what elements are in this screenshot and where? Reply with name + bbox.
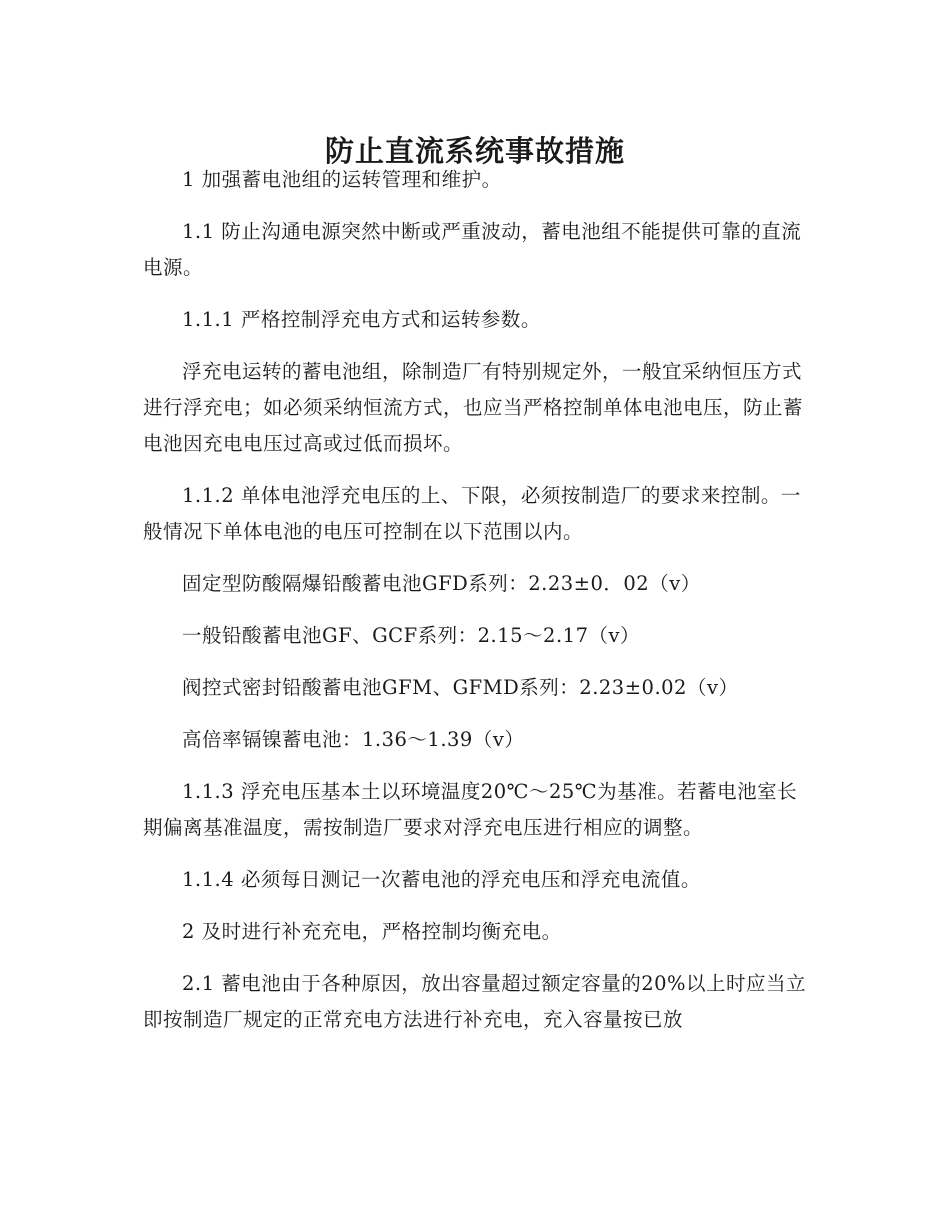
paragraph-1-1-1: 1.1.1 严格控制浮充电方式和运转参数。 xyxy=(182,308,541,331)
document-body xyxy=(143,162,807,1054)
document-title: 防止直流系统事故措施 xyxy=(324,134,625,169)
paragraph-1-1-4: 1.1.4 必须每日测记一次蓄电池的浮充电压和浮充电流值。 xyxy=(182,868,701,891)
spec-nicd: 高倍率镉镍蓄电池：1.36～1.39（v） xyxy=(182,728,525,751)
spec-gfm-gfmd: 阀控式密封铅酸蓄电池GFM、GFMD系列：2.23±0.02（v） xyxy=(182,676,739,699)
paragraph-1: 1 加强蓄电池组的运转管理和维护。 xyxy=(182,168,502,191)
paragraph-2: 2 及时进行补充充电，严格控制均衡充电。 xyxy=(182,920,562,943)
spec-gfd: 固定型防酸隔爆铅酸蓄电池GFD系列：2.23±0．02（v） xyxy=(182,572,701,595)
paragraph-1-1: 1.1 防止沟通电源突然中断或严重波动，蓄电池组不能提供可靠的直流电源。 xyxy=(143,220,802,279)
spec-gf-gcf: 一般铅酸蓄电池GF、GCF系列：2.15～2.17（v） xyxy=(182,624,640,647)
paragraph-1-1-3: 1.1.3 浮充电压基本土以环境温度20℃～25℃为基准。若蓄电池室长期偏离基准温度，需按制造厂要求对浮充电压进行相应的调整。 xyxy=(143,780,798,839)
paragraph-float-charge: 浮充电运转的蓄电池组，除制造厂有特别规定外，一般宜采纳恒压方式进行浮充电；如必须采纳恒流方式，也应当严格控制单体电池电压，防止蓄电池因充电电压过高或过低而损坏。 xyxy=(143,360,804,455)
paragraph-2-1: 2.1 蓄电池由于各种原因，放出容量超过额定容量的20%以上时应当立即按制造厂规定的正常充电方法进行补充电，充入容量按已放 xyxy=(143,972,807,1031)
paragraph-1-1-2: 1.1.2 单体电池浮充电压的上、下限，必须按制造厂的要求来控制。一般情况下单体电池的电压可控制在以下范围以内。 xyxy=(143,484,801,543)
